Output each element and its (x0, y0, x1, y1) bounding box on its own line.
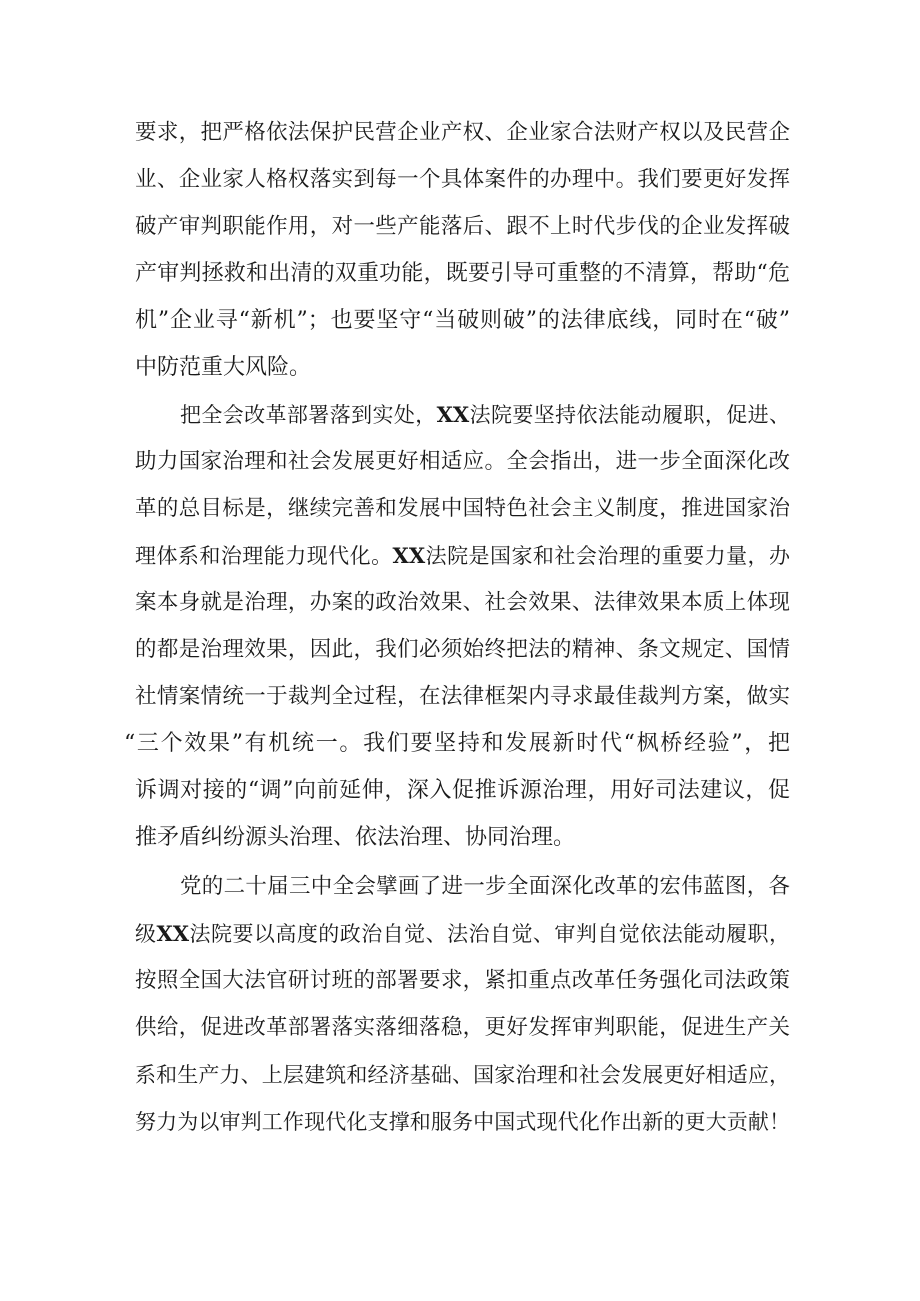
paragraph-3-line-3: 按照全国大法官研讨班的部署要求，紧扣重点改革任务强化司法政策 (135, 968, 790, 993)
paragraph-3-line-1: 党的二十届三中全会擘画了进一步全面深化改革的宏伟蓝图，各 (180, 874, 790, 899)
paragraph-2-line-3: 革的总目标是，继续完善和发展中国特色社会主义制度，推进国家治 (135, 496, 790, 521)
paragraph-2-line-5: 案本身就是治理，办案的政治效果、社会效果、法律效果本质上体现 (135, 590, 790, 615)
paragraph-1-line-1: 要求，把严格依法保护民营企业产权、企业家合法财产权以及民营企 (135, 120, 790, 145)
paragraph-1-line-6: 中防范重大风险。 (135, 355, 312, 380)
paragraph-2-line-10: 推矛盾纠纷源头治理、依法治理、协同治理。 (135, 825, 576, 850)
paragraph-3-line-5: 系和生产力、上层建筑和经济基础、国家治理和社会发展更好相适应， (135, 1063, 790, 1087)
paragraph-2-line-8: “三个效果”有机统一。我们要坚持和发展新时代“枫桥经验”，把 (124, 731, 790, 756)
paragraph-2-line-2: 助力国家治理和社会发展更好相适应。全会指出，进一步全面深化改 (135, 449, 790, 474)
paragraph-2-line-4: 理体系和治理能力现代化。XX法院是国家和社会治理的重要力量，办 (135, 543, 790, 568)
paragraph-1-line-5: 机”企业寻“新机”；也要坚守“当破则破”的法律底线，同时在“破” (135, 308, 790, 333)
paragraph-1-line-3: 破产审判职能作用，对一些产能落后、跟不上时代步伐的企业发挥破 (135, 214, 790, 239)
paragraph-2-line-7: 社情案情统一于裁判全过程，在法律框架内寻求最佳裁判方案，做实 (135, 684, 790, 709)
paragraph-3-line-2: 级XX法院要以高度的政治自觉、法治自觉、审判自觉依法能动履职， (135, 921, 791, 946)
paragraph-3-line-4: 供给，促进改革部署落实落细落稳，更好发挥审判职能，促进生产关 (135, 1015, 790, 1040)
paragraph-1-line-4: 产审判拯救和出清的双重功能，既要引导可重整的不清算，帮助“危 (135, 261, 790, 286)
paragraph-3-line-6: 努力为以审判工作现代化支撑和服务中国式现代化作出新的更大贡献！ (135, 1110, 790, 1134)
paragraph-2-line-1: 把全会改革部署落到实处，XX法院要坚持依法能动履职，促进、 (180, 402, 790, 427)
paragraph-2-line-9: 诉调对接的“调”向前延伸，深入促推诉源治理，用好司法建议，促 (135, 778, 790, 803)
paragraph-2-line-6: 的都是治理效果，因此，我们必须始终把法的精神、条文规定、国情 (135, 637, 790, 662)
paragraph-1-line-2: 业、企业家人格权落实到每一个具体案件的办理中。我们要更好发挥 (135, 167, 790, 192)
